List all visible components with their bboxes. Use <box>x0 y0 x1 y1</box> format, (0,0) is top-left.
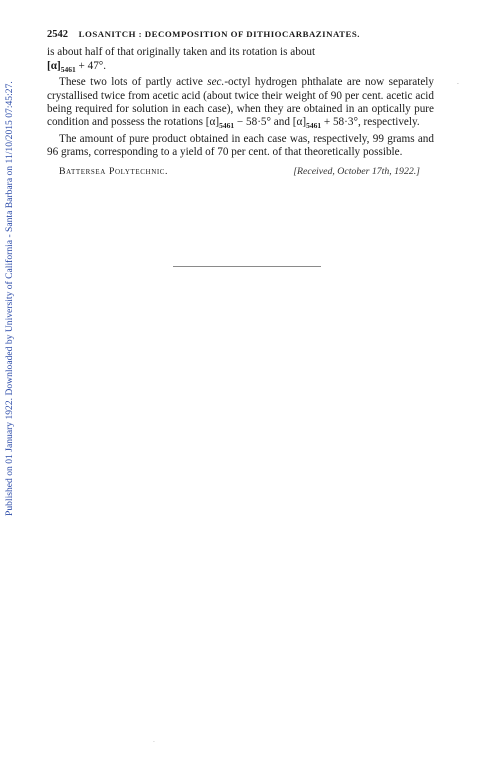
page-body <box>47 28 434 178</box>
para2-value-1: − 58·5° and <box>234 116 293 129</box>
para2-alpha-1: [α] <box>205 116 220 129</box>
para2-alpha-2: [α] <box>292 116 307 129</box>
received-date: [Received, October 17th, 1922.] <box>293 165 420 177</box>
para2-subscript-1: 5461 <box>219 121 235 131</box>
paragraph-3: The amount of pure product obtained in each case was, respectively, 99 grams and 96 grams, corresponding to a yield of 70 per cent. of that theoretically possible. <box>47 132 434 159</box>
para1-value: + 47°. <box>75 59 107 72</box>
scan-speck: · <box>457 81 459 88</box>
running-header <box>47 28 434 41</box>
signoff <box>47 165 434 178</box>
download-watermark-text: Published on 01 January 1922. Downloaded by University of California - Santa Barbara on 11/10/2015 07:45:27. <box>4 81 15 516</box>
para2-subscript-2: 5461 <box>306 121 322 131</box>
download-watermark <box>2 16 16 516</box>
para1-text: is about half of that originally taken and its rotation is about <box>47 46 316 59</box>
para2-value-2: + 58·3°, respectively. <box>321 116 420 129</box>
para1-alpha: [α] <box>47 59 61 72</box>
page-number: 2542 <box>47 29 68 40</box>
para2-text-2: -octyl hydrogen phthalate are now separately crystallised twice from acetic acid (about twice their weight of 90 per cent. acetic acid being required for solution in each case), when they are obtained in an optically pure condition and possess the rotations <box>47 76 434 129</box>
para1-subscript: 5461 <box>60 64 76 74</box>
para2-text-1: These two lots of partly active <box>59 76 208 89</box>
institution: Battersea Polytechnic. <box>59 165 169 177</box>
running-title: LOSANITCH : DECOMPOSITION OF DITHIOCARBAZINATES. <box>78 29 360 39</box>
scan-speck-2: · <box>153 739 155 746</box>
para2-italic: sec. <box>207 76 225 89</box>
paragraph-1 <box>47 46 434 76</box>
paragraph-2 <box>47 76 434 133</box>
end-rule <box>173 266 321 267</box>
